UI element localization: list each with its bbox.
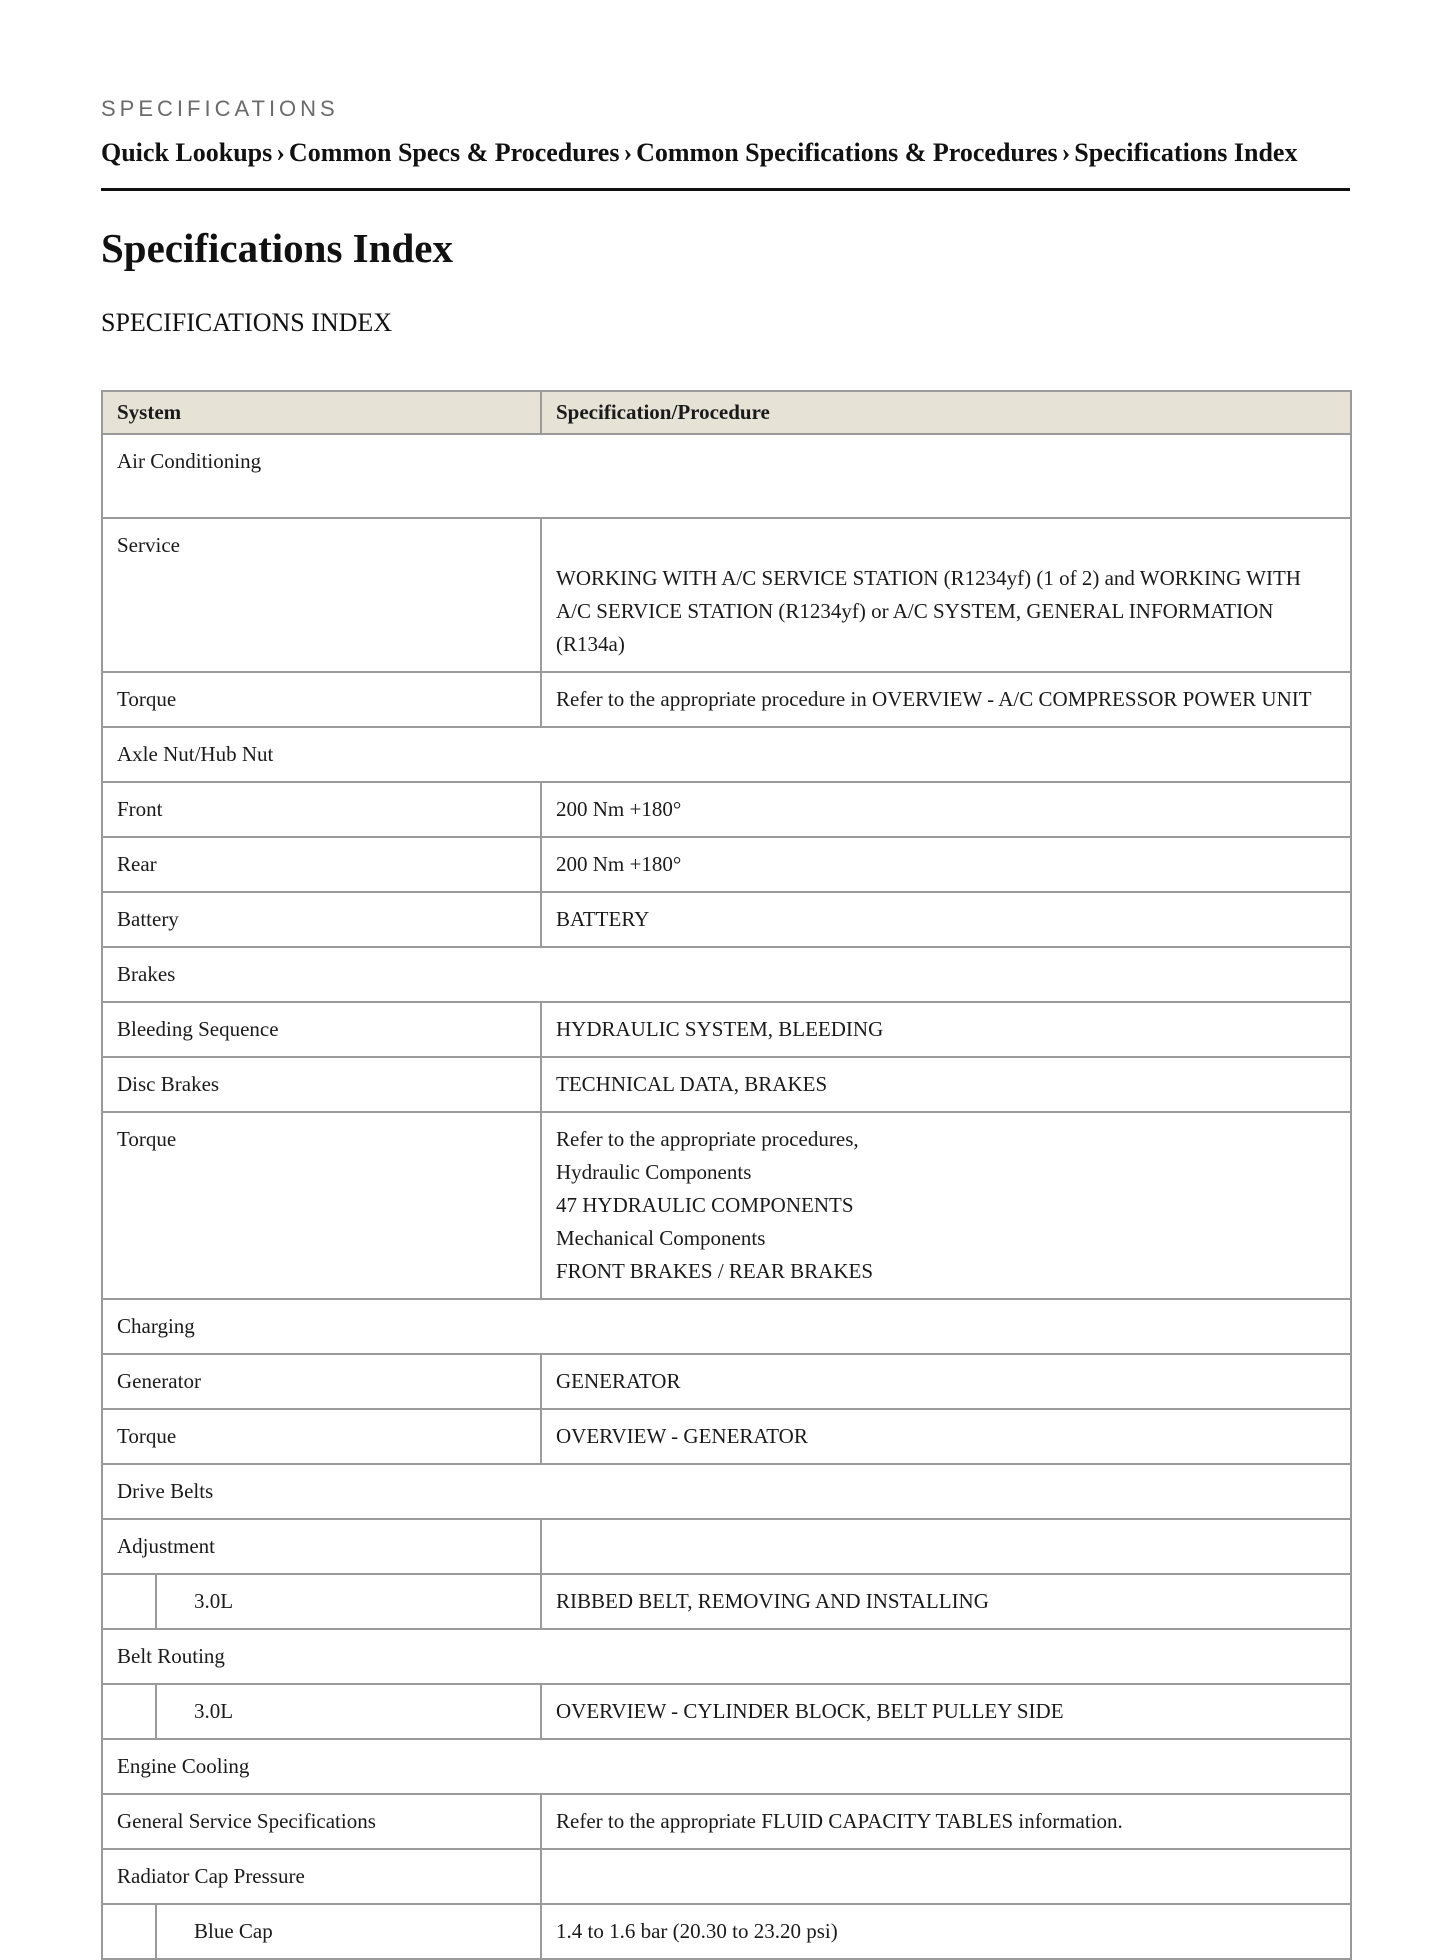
- system-group-label: Drive Belts: [102, 1464, 1351, 1519]
- table-row: [102, 1739, 1351, 1794]
- system-subgroup-label: Belt Routing: [102, 1629, 1351, 1684]
- table-row: [102, 1684, 1351, 1739]
- system-label: Rear: [102, 837, 541, 892]
- breadcrumb-separator: ›: [623, 138, 633, 167]
- table-row: [102, 892, 1351, 947]
- spec-link[interactable]: RIBBED BELT, REMOVING AND INSTALLING: [541, 1574, 1351, 1629]
- table-row: [102, 1057, 1351, 1112]
- spec-value: 1.4 to 1.6 bar (20.30 to 23.20 psi): [541, 1904, 1351, 1959]
- breadcrumb-common-specs[interactable]: Common Specs & Procedures: [288, 138, 620, 167]
- system-group-label: Brakes: [102, 947, 1351, 1002]
- spec-link[interactable]: OVERVIEW - CYLINDER BLOCK, BELT PULLEY SIDE: [541, 1684, 1351, 1739]
- table-row: [102, 672, 1351, 727]
- spec-link[interactable]: WORKING WITH A/C SERVICE STATION (R1234yf) (1 of 2) and WORKING WITH A/C SERVICE STATION (R1234yf) or A/C SYSTEM, GENERAL INFORMATION (R134a): [556, 566, 1301, 656]
- system-label: Torque: [102, 672, 541, 727]
- column-header-specification: Specification/Procedure: [541, 391, 1351, 434]
- system-label: Service: [102, 518, 541, 672]
- spec-link[interactable]: GENERATOR: [541, 1354, 1351, 1409]
- system-label-nested: Blue Cap: [102, 1904, 541, 1959]
- system-label: Torque: [102, 1112, 541, 1299]
- spec-value: [541, 518, 1351, 672]
- column-header-system: System: [102, 391, 541, 434]
- breadcrumb-separator: ›: [276, 138, 285, 167]
- section-title: SPECIFICATIONS INDEX: [101, 308, 393, 337]
- spec-line: Hydraulic Components: [556, 1160, 752, 1184]
- system-label: Radiator Cap Pressure: [102, 1849, 541, 1904]
- table-row: [102, 1849, 1351, 1904]
- spec-link[interactable]: HYDRAULIC SYSTEM, BLEEDING: [541, 1002, 1351, 1057]
- breadcrumb-common-specifications[interactable]: Common Specifications & Procedures: [636, 138, 1058, 167]
- table-row: [102, 1409, 1351, 1464]
- spec-link[interactable]: Refer to the appropriate FLUID CAPACITY TABLES information.: [541, 1794, 1351, 1849]
- system-group-label: Air Conditioning: [102, 434, 1351, 518]
- spec-link[interactable]: TECHNICAL DATA, BRAKES: [541, 1057, 1351, 1112]
- spec-value: [541, 1849, 1351, 1904]
- breadcrumb-specifications-index[interactable]: Specifications Index: [1074, 138, 1298, 167]
- table-row: [102, 1629, 1351, 1684]
- table-row: [102, 1794, 1351, 1849]
- system-label: Battery: [102, 892, 541, 947]
- table-row: [102, 1354, 1351, 1409]
- table-row: [102, 782, 1351, 837]
- table-row: [102, 1002, 1351, 1057]
- spec-value: [541, 1519, 1351, 1574]
- table-header-row: [102, 391, 1351, 434]
- system-label: Adjustment: [102, 1519, 541, 1574]
- page-title: Specifications Index: [101, 225, 453, 271]
- table-row: [102, 1112, 1351, 1299]
- spec-link[interactable]: 47 HYDRAULIC COMPONENTS: [556, 1193, 854, 1217]
- specifications-table: [101, 390, 1352, 1960]
- breadcrumb: [101, 138, 1350, 168]
- table-row: [102, 1519, 1351, 1574]
- spec-link[interactable]: OVERVIEW - GENERATOR: [541, 1409, 1351, 1464]
- header-divider: [101, 188, 1350, 191]
- system-label: General Service Specifications: [102, 1794, 541, 1849]
- section-kicker: SPECIFICATIONS: [101, 96, 339, 121]
- breadcrumb-quick-lookups[interactable]: Quick Lookups: [101, 138, 273, 167]
- spec-value: [541, 1112, 1351, 1299]
- system-label-nested: 3.0L: [102, 1684, 541, 1739]
- system-group-label: Charging: [102, 1299, 1351, 1354]
- table-row: [102, 1464, 1351, 1519]
- system-label-nested: 3.0L: [102, 1574, 541, 1629]
- system-group-label: Engine Cooling: [102, 1739, 1351, 1794]
- table-row: [102, 947, 1351, 1002]
- system-label: Disc Brakes: [102, 1057, 541, 1112]
- table-row: [102, 727, 1351, 782]
- table-row: [102, 837, 1351, 892]
- breadcrumb-separator: ›: [1061, 138, 1071, 167]
- system-label: Bleeding Sequence: [102, 1002, 541, 1057]
- spec-line: [556, 529, 1336, 562]
- table-row: [102, 1299, 1351, 1354]
- system-group-label: Axle Nut/Hub Nut: [102, 727, 1351, 782]
- spec-link[interactable]: BATTERY: [541, 892, 1351, 947]
- spec-link[interactable]: FRONT BRAKES / REAR BRAKES: [556, 1259, 874, 1283]
- spec-line: Refer to the appropriate procedures,: [556, 1127, 859, 1151]
- system-label: Generator: [102, 1354, 541, 1409]
- table-row: [102, 518, 1351, 672]
- table-row: [102, 1904, 1351, 1959]
- table-row: [102, 1574, 1351, 1629]
- table-row: [102, 434, 1351, 518]
- spec-line: Mechanical Components: [556, 1226, 766, 1250]
- system-label: Front: [102, 782, 541, 837]
- spec-value[interactable]: Refer to the appropriate procedure in OVERVIEW - A/C COMPRESSOR POWER UNIT: [541, 672, 1351, 727]
- system-label: Torque: [102, 1409, 541, 1464]
- spec-value: 200 Nm +180°: [541, 782, 1351, 837]
- spec-value: 200 Nm +180°: [541, 837, 1351, 892]
